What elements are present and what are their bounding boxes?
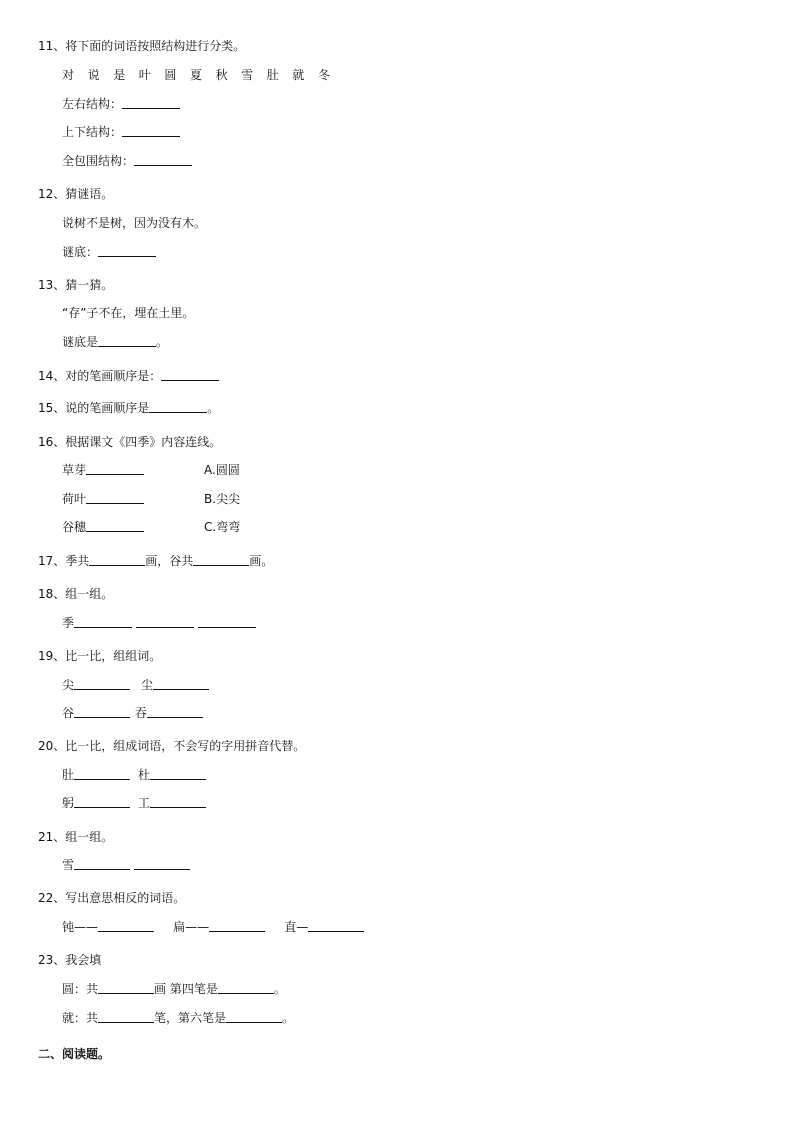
q22-row [62,919,364,935]
q17-part-a: 17、季共 [38,554,90,568]
answer-blank[interactable] [193,564,249,566]
q22-word-a: 钝—— [62,920,99,934]
q16-title: 16、根据课文《四季》内容连线。 [38,435,222,449]
q16-row [62,491,362,507]
q11-top-bottom-label: 上下结构： [62,125,123,139]
q11-char: 叶 [138,68,151,82]
q21-char: 雪 [62,858,75,872]
q15-row [38,400,219,416]
q23-title: 23、我会填 [38,953,102,967]
q15-end: 。 [207,401,220,415]
q16-right-item: C.弯弯 [204,520,241,534]
answer-blank[interactable] [74,778,130,780]
q23-text: 笔，第六笔是 [154,1011,227,1025]
q11-char: 雪 [241,68,254,82]
answer-blank[interactable] [86,530,144,532]
q16-right-item: A.圆圆 [204,463,240,477]
q13-riddle: “存”子不在，埋在土里。 [62,306,195,320]
answer-blank[interactable] [98,1021,154,1023]
q13-answer-row [62,334,168,350]
q11-enclosed-row [62,153,192,169]
q11-char: 圆 [164,68,177,82]
q16-left-item: 荷叶 [62,492,87,506]
q23-text: 画 第四笔是 [154,982,218,996]
q23-text: 圆：共 [62,982,99,996]
q16-row [62,519,362,535]
q21-row [62,857,190,873]
answer-blank[interactable] [74,868,130,870]
q20-pair [138,767,206,783]
q23-text: 。 [273,982,286,996]
q11-char: 夏 [189,68,202,82]
q17-part-c: 画。 [249,554,274,568]
answer-blank[interactable] [98,930,154,932]
q12-title: 12、猜谜语。 [38,187,114,201]
q11-char: 对 [62,68,75,82]
q11-left-right-label: 左右结构： [62,97,123,111]
q16-row [62,462,362,478]
answer-blank[interactable] [150,806,206,808]
answer-blank[interactable] [209,930,265,932]
q13-title: 13、猜一猜。 [38,278,114,292]
q19-pair [135,705,203,721]
q19-char: 谷 [62,706,75,720]
q19-char: 吞 [135,706,148,720]
q12-answer-label: 谜底： [62,245,99,259]
answer-blank[interactable] [161,379,219,381]
answer-blank[interactable] [86,473,144,475]
answer-blank[interactable] [134,164,192,166]
answer-blank[interactable] [136,626,194,628]
q13-answer-label: 谜底是 [62,335,99,349]
q19-row [62,677,262,693]
q19-char: 尘 [141,678,154,692]
q14-title: 14、对的笔画顺序是： [38,369,162,383]
q15-title: 15、说的笔画顺序是 [38,401,150,415]
answer-blank[interactable] [134,868,190,870]
q20-title: 20、比一比，组成词语，不会写的字用拼音代替。 [38,739,306,753]
q19-row [62,705,262,721]
q19-char: 尖 [62,678,75,692]
section-2-title: 二、阅读题。 [38,1047,111,1061]
q11-enclosed-label: 全包围结构： [62,154,135,168]
answer-blank[interactable] [147,716,203,718]
q22-word-b: 扁—— [173,920,210,934]
q11-title: 11、将下面的词语按照结构进行分类。 [38,39,246,53]
q20-char: 躬 [62,796,75,810]
q17-row [38,553,273,569]
answer-blank[interactable] [122,107,180,109]
answer-blank[interactable] [74,716,130,718]
q11-left-right-row [62,96,180,112]
q20-row [62,767,262,783]
answer-blank[interactable] [153,688,209,690]
q12-riddle: 说树不是树，因为没有木。 [62,216,207,230]
q22-word-c: 直— [284,920,309,934]
answer-blank[interactable] [218,992,274,994]
answer-blank[interactable] [226,1021,282,1023]
q11-char: 就 [292,68,305,82]
q16-left-item: 谷穗 [62,520,87,534]
answer-blank[interactable] [122,135,180,137]
answer-blank[interactable] [89,564,145,566]
q19-title: 19、比一比，组组词。 [38,649,162,663]
q11-char-list [62,67,344,83]
q11-char: 冬 [317,68,330,82]
q18-row [62,615,256,631]
q20-char: 肚 [62,768,75,782]
q11-char: 秋 [215,68,228,82]
q23-row [62,981,286,997]
q17-part-b: 画，谷共 [145,554,194,568]
q12-answer-row [62,244,156,260]
q21-title: 21、组一组。 [38,830,114,844]
answer-blank[interactable] [149,411,207,413]
answer-blank[interactable] [74,806,130,808]
q16-right-item: B.尖尖 [204,492,241,506]
q23-text: 。 [282,1011,295,1025]
q20-pair [138,795,206,811]
answer-blank[interactable] [198,626,256,628]
q18-title: 18、组一组。 [38,587,114,601]
q23-text: 就：共 [62,1011,99,1025]
q20-char: 杜 [138,768,151,782]
q19-pair [141,677,209,693]
answer-blank[interactable] [74,626,132,628]
answer-blank[interactable] [98,345,156,347]
q11-top-bottom-row [62,124,180,140]
q11-char: 肚 [266,68,279,82]
answer-blank[interactable] [98,992,154,994]
answer-blank[interactable] [98,255,156,257]
answer-blank[interactable] [86,502,144,504]
q20-row [62,795,262,811]
q13-end: 。 [156,335,169,349]
q18-char: 季 [62,616,75,630]
q22-title: 22、写出意思相反的词语。 [38,891,186,905]
q11-char: 是 [113,68,126,82]
q14-row [38,368,219,384]
q20-char: 工 [138,796,151,810]
answer-blank[interactable] [74,688,130,690]
q16-left-item: 草芽 [62,463,87,477]
answer-blank[interactable] [308,930,364,932]
q11-char: 说 [87,68,100,82]
answer-blank[interactable] [150,778,206,780]
q23-row [62,1010,294,1026]
